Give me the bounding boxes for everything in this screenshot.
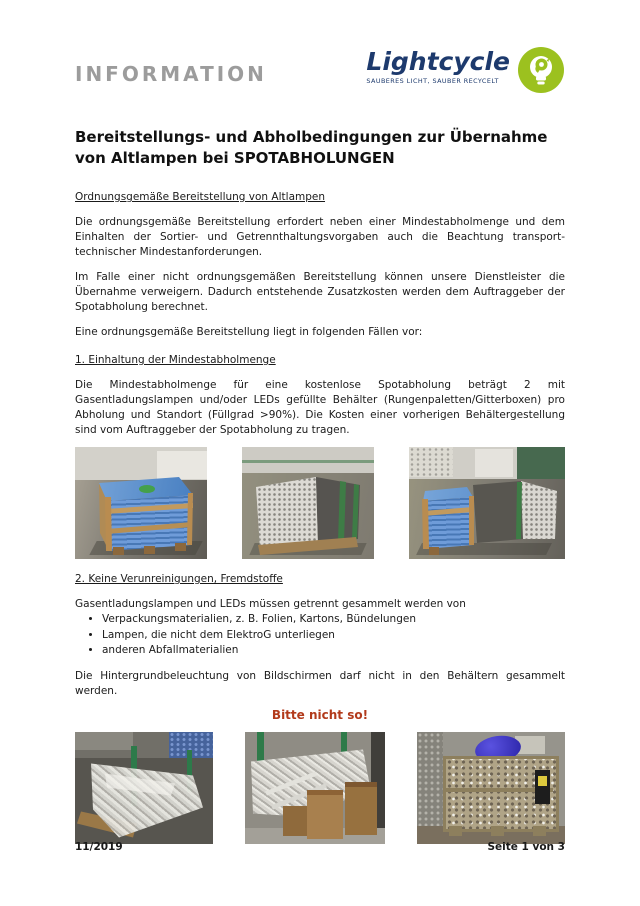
intro-heading: Ordnungsgemäße Bereitstellung von Altlampen [75,191,326,203]
cardboard-box [307,790,343,839]
section2-note: Die Hintergrundbeleuchtung von Bildschirmen darf nicht in den Behältern gesammelt werden. [75,669,565,697]
photo-gitterbox-mit-fremdstoffen [417,732,565,844]
lightcycle-logo [366,46,565,94]
pallet-foot [144,546,155,554]
brand-name: Lightcycle [366,47,510,76]
pallet-foot [449,826,462,836]
section2-heading: 2. Keine Verunreinigungen, Fremdstoffe [75,573,283,585]
separation-list [75,612,565,659]
background-wall [75,732,133,750]
photo-folierte-lampen-auf-palette [75,732,213,844]
section1-heading: 1. Einhaltung der Mindestabholmenge [75,354,276,366]
footer-date: 11/2019 [75,841,123,853]
lightbulb-in-green-circle-icon [517,46,565,94]
logo-text-block [366,49,510,85]
pallet-foot [491,826,504,836]
green-post [257,732,264,762]
document-type-label: INFORMATION [75,62,267,86]
cardboard-box [283,806,309,836]
list-item: • Verpackungsmaterialien, z. B. Folien, Kartons, Bündelungen [102,612,565,628]
background-cart [475,449,513,477]
background-box [157,451,207,479]
footer-page-number: Seite 1 von 3 [487,841,565,853]
intro-paragraph-2: Im Falle einer nicht ordnungsgemäßen Bereitstellung können unsere Dienstleister die Übernahme verweigern. Dadurch entstehende Zusatzkosten werden dem Auftraggeber der Spotabholung berechnet. [75,271,565,313]
photo-lose-lampen-und-kartons [245,732,385,844]
pallet-foot [533,826,546,836]
cardboard-box [345,782,377,835]
photo-beide-behaelter-nebeneinander [409,447,565,559]
green-container [517,447,565,483]
photo-row-correct-containers [75,447,565,559]
brand-tagline: SAUBERES LICHT, SAUBER RECYCELT [366,77,499,85]
background-items [409,447,453,477]
list-item: • Lampen, die nicht dem ElektroG unterliegen [102,628,565,644]
page-header [75,46,565,104]
pallet-foot [113,547,124,555]
yellow-label [538,776,547,786]
warning-text: Bitte nicht so! [271,707,369,722]
photo-rungenpalette-mit-blauen-lampen [75,447,207,559]
section1-paragraph: Die Mindestabholmenge für eine kostenlose Spotabholung beträgt 2 mit Gasentladungslampen und/oder LEDs gefüllte Behälter (Rungenpaletten/Gitterboxen) pro Abholung und Standort (Füllgrad >90%). Die Kosten einer vorherigen Behältergestellung sind vom Auftraggeber der Spotabholung zu tragen. [75,379,565,436]
green-post [341,732,347,752]
intro-paragraph-1: Die ordnungsgemäße Bereitstellung erfordert neben einer Mindestabholmenge und dem Einhalten der Sortier- und Getrennthaltungsvorgaben auch die Beachtung transport-technischer Mindestanforderungen. [75,216,565,258]
page-footer [75,841,565,853]
list-item: • anderen Abfallmaterialien [102,643,565,659]
pallet-foot [175,543,186,551]
intro-paragraph-3: Eine ordnungsgemäße Bereitstellung liegt in folgenden Fällen vor: [75,326,423,338]
section2-lead: Gasentladungslampen und LEDs müssen getrennt gesammelt werden von [75,598,466,610]
photo-row-wrong-examples [75,732,565,844]
page-title: Bereitstellungs- und Abholbedingungen zur Übernahme von Altlampen bei SPOTABHOLUNGEN [75,128,548,167]
green-rail [242,460,374,463]
photo-gitterbox-mit-leuchtstofflampen [242,447,374,559]
